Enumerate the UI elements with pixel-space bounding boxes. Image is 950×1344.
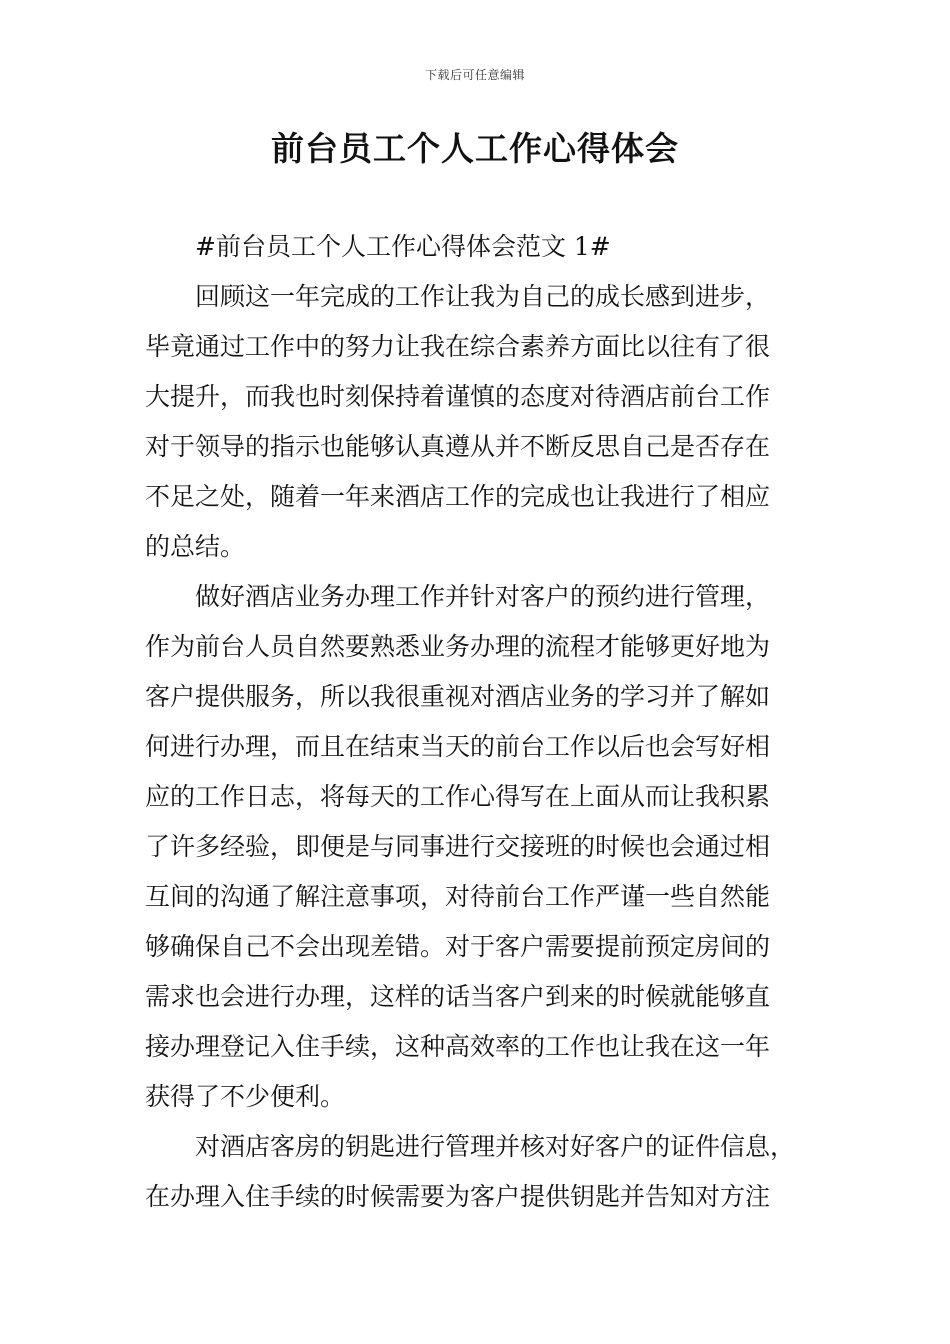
text-line: 毕竟通过工作中的努力让我在综合素养方面比以往有了很 (145, 332, 771, 361)
text-line: 回顾这一年完成的工作让我为自己的成长感到进步， (195, 282, 771, 311)
text-line: 大提升，而我也时刻保持着谨慎的态度对待酒店前台工作 (145, 382, 771, 411)
text-line: 客户提供服务，所以我很重视对酒店业务的学习并了解如 (145, 682, 771, 711)
text-line: 对于领导的指示也能够认真遵从并不断反思自己是否存在 (145, 432, 771, 461)
text-line: 获得了不少便利。 (145, 1082, 346, 1111)
header-note: 下载后可任意编辑 (424, 68, 525, 82)
document-body (145, 222, 810, 1222)
text-line: 接办理登记入住手续，这种高效率的工作也让我在这一年 (145, 1032, 771, 1061)
text-line: 了许多经验，即便是与同事进行交接班的时候也会通过相 (145, 832, 771, 861)
text-line: 需求也会进行办理，这样的话当客户到来的时候就能够直 (145, 982, 771, 1011)
text-line: 何进行办理，而且在结束当天的前台工作以后也会写好相 (145, 732, 771, 761)
text-line: 的总结。 (145, 532, 246, 561)
text-line: 作为前台人员自然要熟悉业务办理的流程才能够更好地为 (145, 632, 771, 661)
text-line: #前台员工个人工作心得体会范文 1# (195, 232, 611, 261)
text-line: 够确保自己不会出现差错。对于客户需要提前预定房间的 (145, 932, 771, 961)
text-line: 做好酒店业务办理工作并针对客户的预约进行管理， (195, 582, 771, 611)
text-line: 在办理入住手续的时候需要为客户提供钥匙并告知对方注 (145, 1182, 771, 1211)
text-line: 应的工作日志，将每天的工作心得写在上面从而让我积累 (145, 782, 771, 811)
text-line: 对酒店客房的钥匙进行管理并核对好客户的证件信息， (195, 1132, 796, 1161)
text-line: 不足之处，随着一年来酒店工作的完成也让我进行了相应 (145, 482, 771, 511)
page-title: 前台员工个人工作心得体会 (271, 129, 679, 168)
text-line: 互间的沟通了解注意事项，对待前台工作严谨一些自然能 (145, 882, 771, 911)
